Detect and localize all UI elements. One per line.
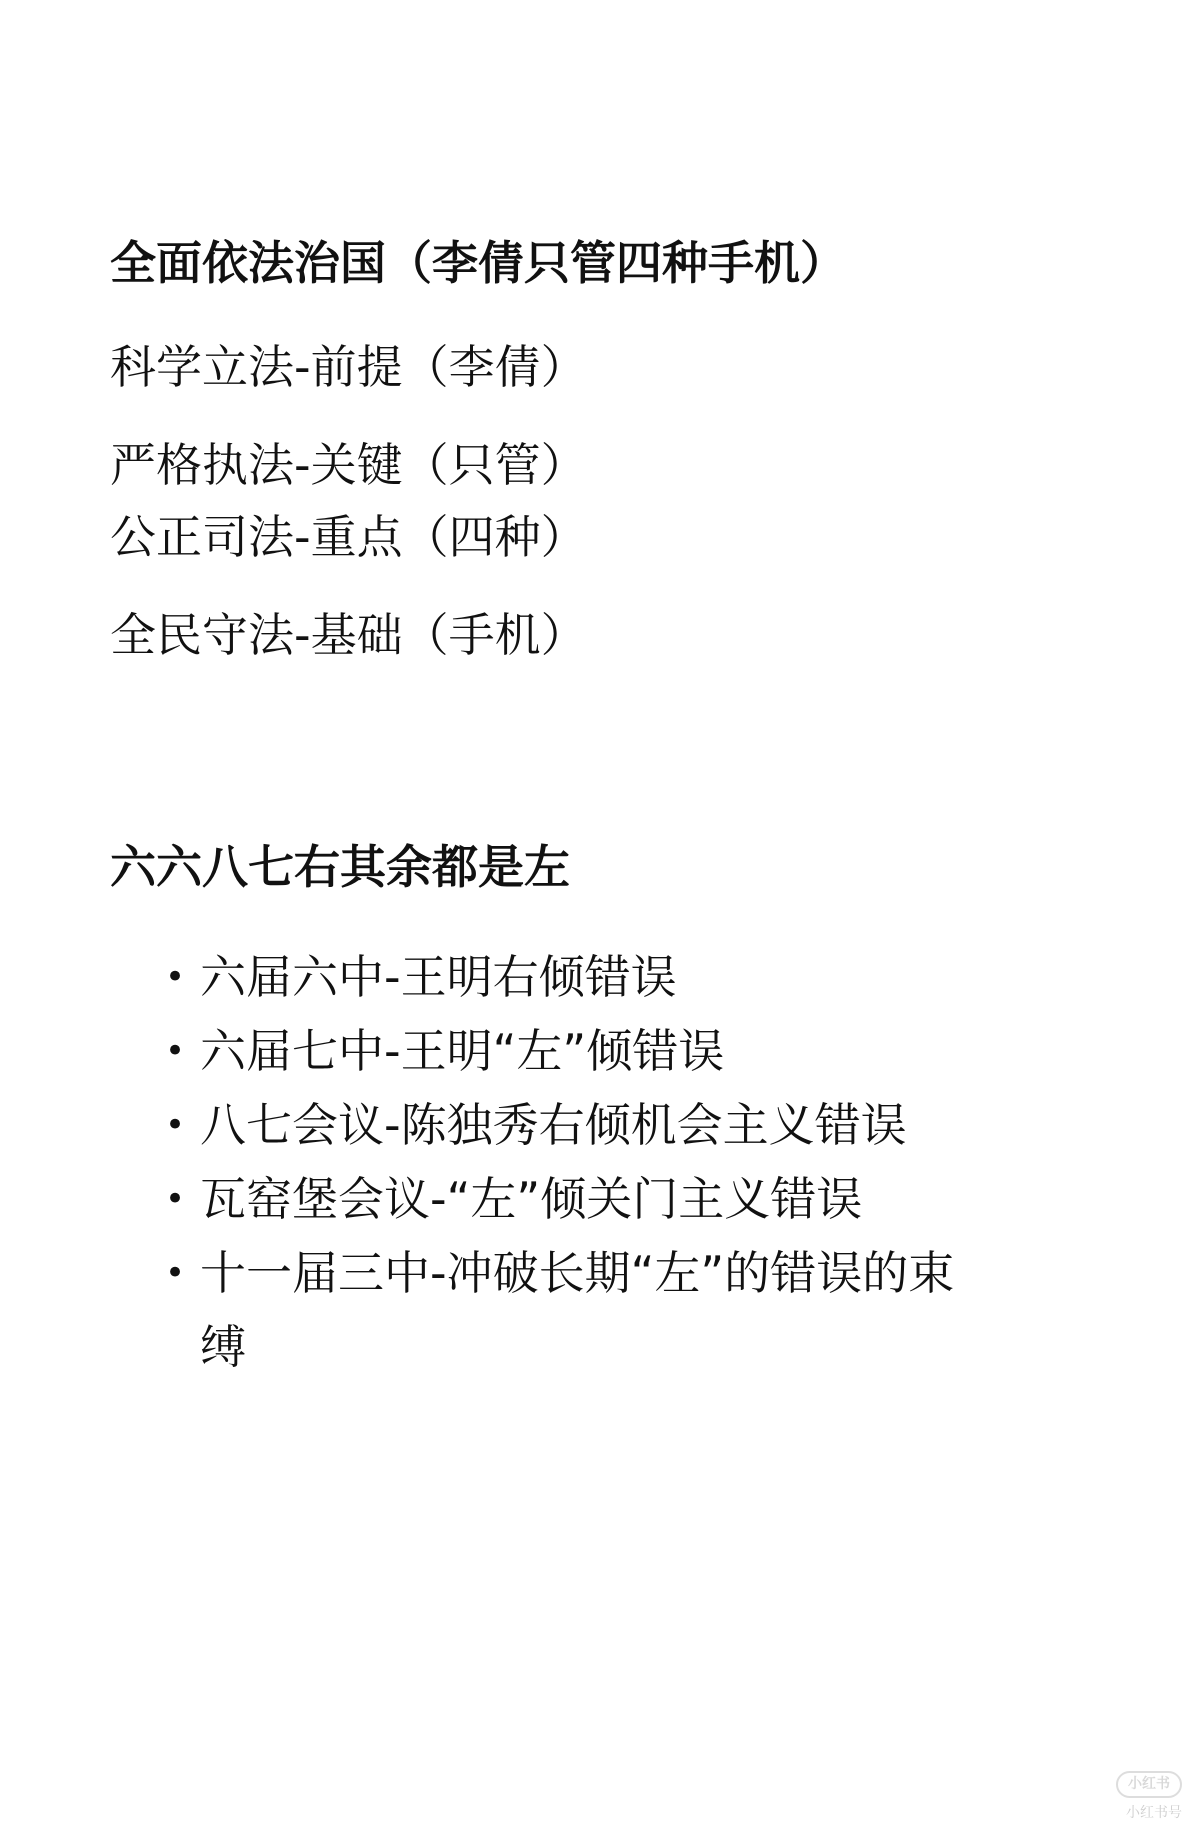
bullet-icon: •: [164, 1031, 186, 1071]
watermark-text: 小红书号: [1126, 1805, 1182, 1822]
bullet-icon: •: [164, 1105, 186, 1145]
watermark: [1116, 1771, 1182, 1824]
watermark-logo: 小红书: [1116, 1771, 1182, 1799]
list-item: [160, 940, 1060, 1014]
line-law-abiding-by-all: 全民守法-基础（手机）: [110, 608, 587, 662]
list-item-text: 十一届三中-冲破长期“左”的错误的束缚: [200, 1246, 955, 1374]
bullet-icon: •: [164, 957, 186, 997]
bullet-icon: •: [164, 1179, 186, 1219]
meetings-bullet-list: [160, 940, 1060, 1384]
list-item-text: 六届七中-王明“左”倾错误: [200, 1024, 725, 1078]
section-title-rule-of-law: 全面依法治国（李倩只管四种手机）: [110, 236, 846, 290]
list-item-text: 八七会议-陈独秀右倾机会主义错误: [200, 1098, 907, 1152]
list-item: [160, 1162, 1060, 1236]
section-title-left-right-errors: 六六八七右其余都是左: [110, 840, 570, 894]
list-item-text: 六届六中-王明右倾错误: [200, 950, 677, 1004]
list-item: [160, 1014, 1060, 1088]
line-scientific-legislation: 科学立法-前提（李倩）: [110, 340, 587, 394]
line-strict-law-enforcement: 严格执法-关键（只管）: [110, 438, 587, 492]
line-fair-justice: 公正司法-重点（四种）: [110, 510, 587, 564]
list-item: [160, 1088, 1060, 1162]
list-item: [160, 1236, 1060, 1384]
list-item-text: 瓦窑堡会议-“左”倾关门主义错误: [200, 1172, 863, 1226]
bullet-icon: •: [164, 1253, 186, 1293]
